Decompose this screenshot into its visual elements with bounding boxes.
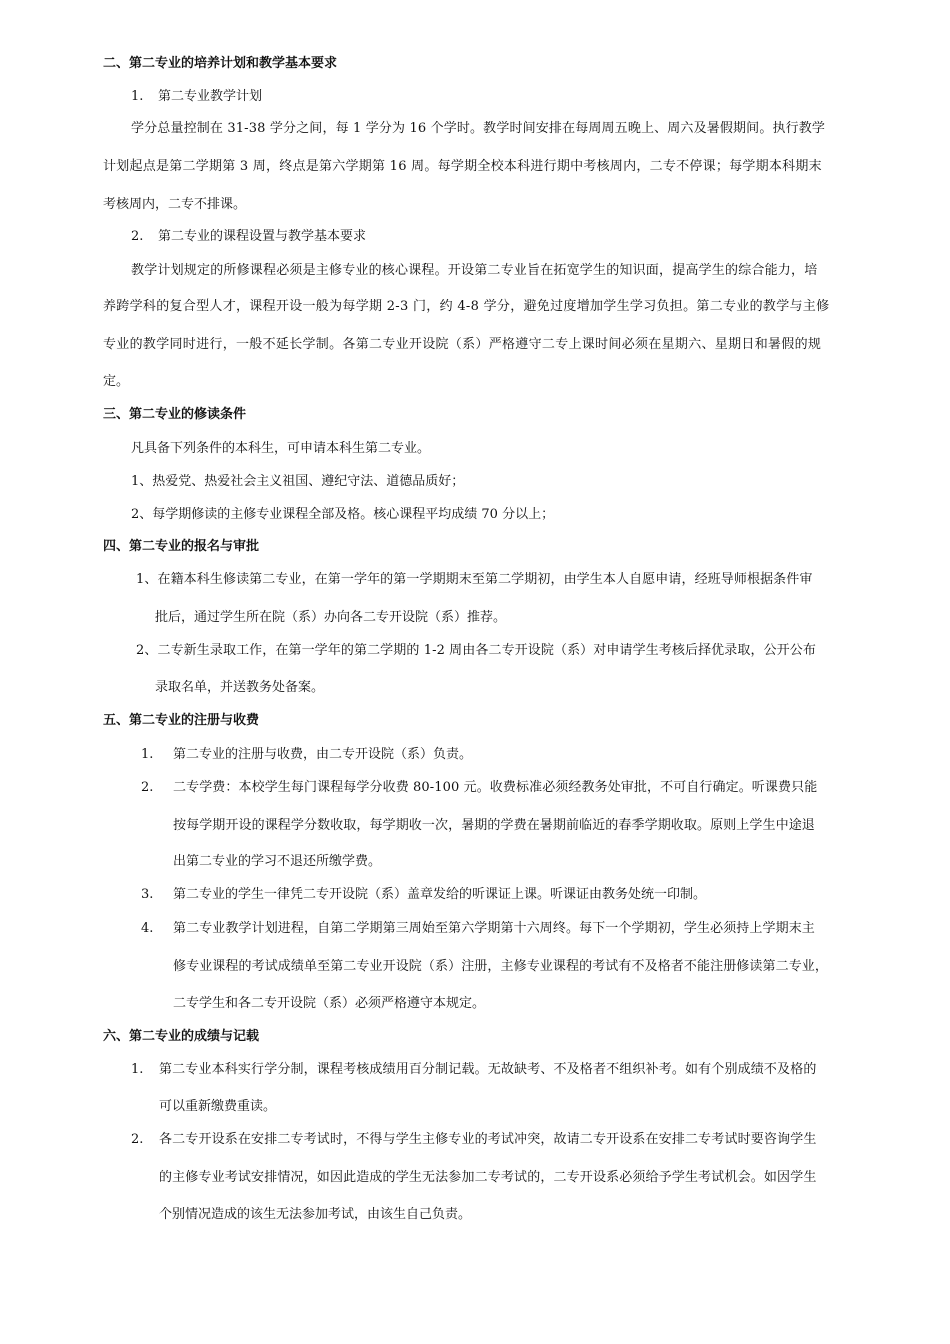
list-item: 1、在籍本科生修读第二专业，在第一学年的第一学期期末至第二学期初，由学生本人自愿申请，经班导师根据条件审 [136,572,813,587]
section-heading: 六、第二专业的成绩与记载 [103,1029,260,1044]
item-number: 2. [131,1132,144,1147]
list-item-continuation: 的主修专业考试安排情况，如因此造成的学生无法参加二专考试的，二专开设系必须给予学生考试机会。如因学生 [159,1170,817,1185]
item-number: 1. [141,747,154,762]
list-item: 1、热爱党、热爱社会主义祖国、遵纪守法、道德品质好； [131,474,465,489]
list-item-continuation: 批后，通过学生所在院（系）办向各二专开设院（系）推荐。 [155,610,507,625]
paragraph-line: 定。 [103,374,130,389]
list-item: 第二专业的学生一律凭二专开设院（系）盖章发给的听课证上课。听课证由教务处统一印制。 [173,887,707,902]
list-item: 第二专业本科实行学分制，课程考核成绩用百分制记载。无故缺考、不及格者不组织补考。如有个别成绩不及格的 [159,1062,817,1077]
paragraph-line: 计划起点是第二学期第 3 周，终点是第六学期第 16 周。每学期全校本科进行期中考核周内，二专不停课；每学期本科期末 [103,159,822,174]
list-item-continuation: 录取名单，并送教务处备案。 [155,680,325,695]
section-heading: 二、第二专业的培养计划和教学基本要求 [103,56,338,71]
item-number: 2. [131,229,144,244]
section-heading: 五、第二专业的注册与收费 [103,713,260,728]
list-item: 2、每学期修读的主修专业课程全部及格。核心课程平均成绩 70 分以上； [131,507,555,522]
item-number: 1. [131,89,144,104]
list-item: 2、二专新生录取工作，在第一学年的第二学期的 1-2 周由各二专开设院（系）对申请学生考核后择优录取，公开公布 [136,643,816,658]
item-number: 4. [141,921,154,936]
list-item-continuation: 按每学期开设的课程学分数收取，每学期收一次，暑期的学费在暑期前临近的春季学期收取。原则上学生中途退 [173,818,815,833]
paragraph-line: 养跨学科的复合型人才，课程开设一般为每学期 2-3 门，约 4-8 学分，避免过度增加学生学习负担。第二专业的教学与主修 [103,299,830,314]
list-item: 第二专业教学计划进程，自第二学期第三周始至第六学期第十六周终。每下一个学期初，学生必须持上学期末主 [173,921,815,936]
paragraph-line: 学分总量控制在 31-38 学分之间，每 1 学分为 16 个学时。教学时间安排在每周周五晚上、周六及暑假期间。执行教学 [131,121,826,136]
item-number: 2. [141,780,154,795]
paragraph-line: 教学计划规定的所修课程必须是主修专业的核心课程。开设第二专业旨在拓宽学生的知识面，提高学生的综合能力，培 [131,263,818,278]
item-number: 1. [131,1062,144,1077]
list-item-continuation: 个别情况造成的该生无法参加考试，由该生自己负责。 [159,1207,472,1222]
list-item-continuation: 出第二专业的学习不退还所缴学费。 [173,854,382,869]
paragraph-line: 考核周内，二专不排课。 [103,197,247,212]
subheading: 第二专业教学计划 [158,89,263,104]
list-item: 第二专业的注册与收费，由二专开设院（系）负责。 [173,747,473,762]
subheading: 第二专业的课程设置与教学基本要求 [158,229,367,244]
list-item-continuation: 可以重新缴费重读。 [159,1099,277,1114]
list-item: 各二专开设系在安排二专考试时，不得与学生主修专业的考试冲突，故请二专开设系在安排二专考试时要咨询学生 [159,1132,817,1147]
paragraph-line: 凡具备下列条件的本科生，可申请本科生第二专业。 [131,441,431,456]
section-heading: 三、第二专业的修读条件 [103,407,247,422]
section-heading: 四、第二专业的报名与审批 [103,539,260,554]
list-item: 二专学费：本校学生每门课程每学分收费 80-100 元。收费标准必须经教务处审批，不可自行确定。听课费只能 [173,780,818,795]
item-number: 3. [141,887,154,902]
paragraph-line: 专业的教学同时进行，一般不延长学制。各第二专业开设院（系）严格遵守二专上课时间必须在星期六、星期日和暑假的规 [103,337,822,352]
list-item-continuation: 修专业课程的考试成绩单至第二专业开设院（系）注册，主修专业课程的考试有不及格者不能注册修读第二专业， [173,959,829,974]
list-item-continuation: 二专学生和各二专开设院（系）必须严格遵守本规定。 [173,996,486,1011]
